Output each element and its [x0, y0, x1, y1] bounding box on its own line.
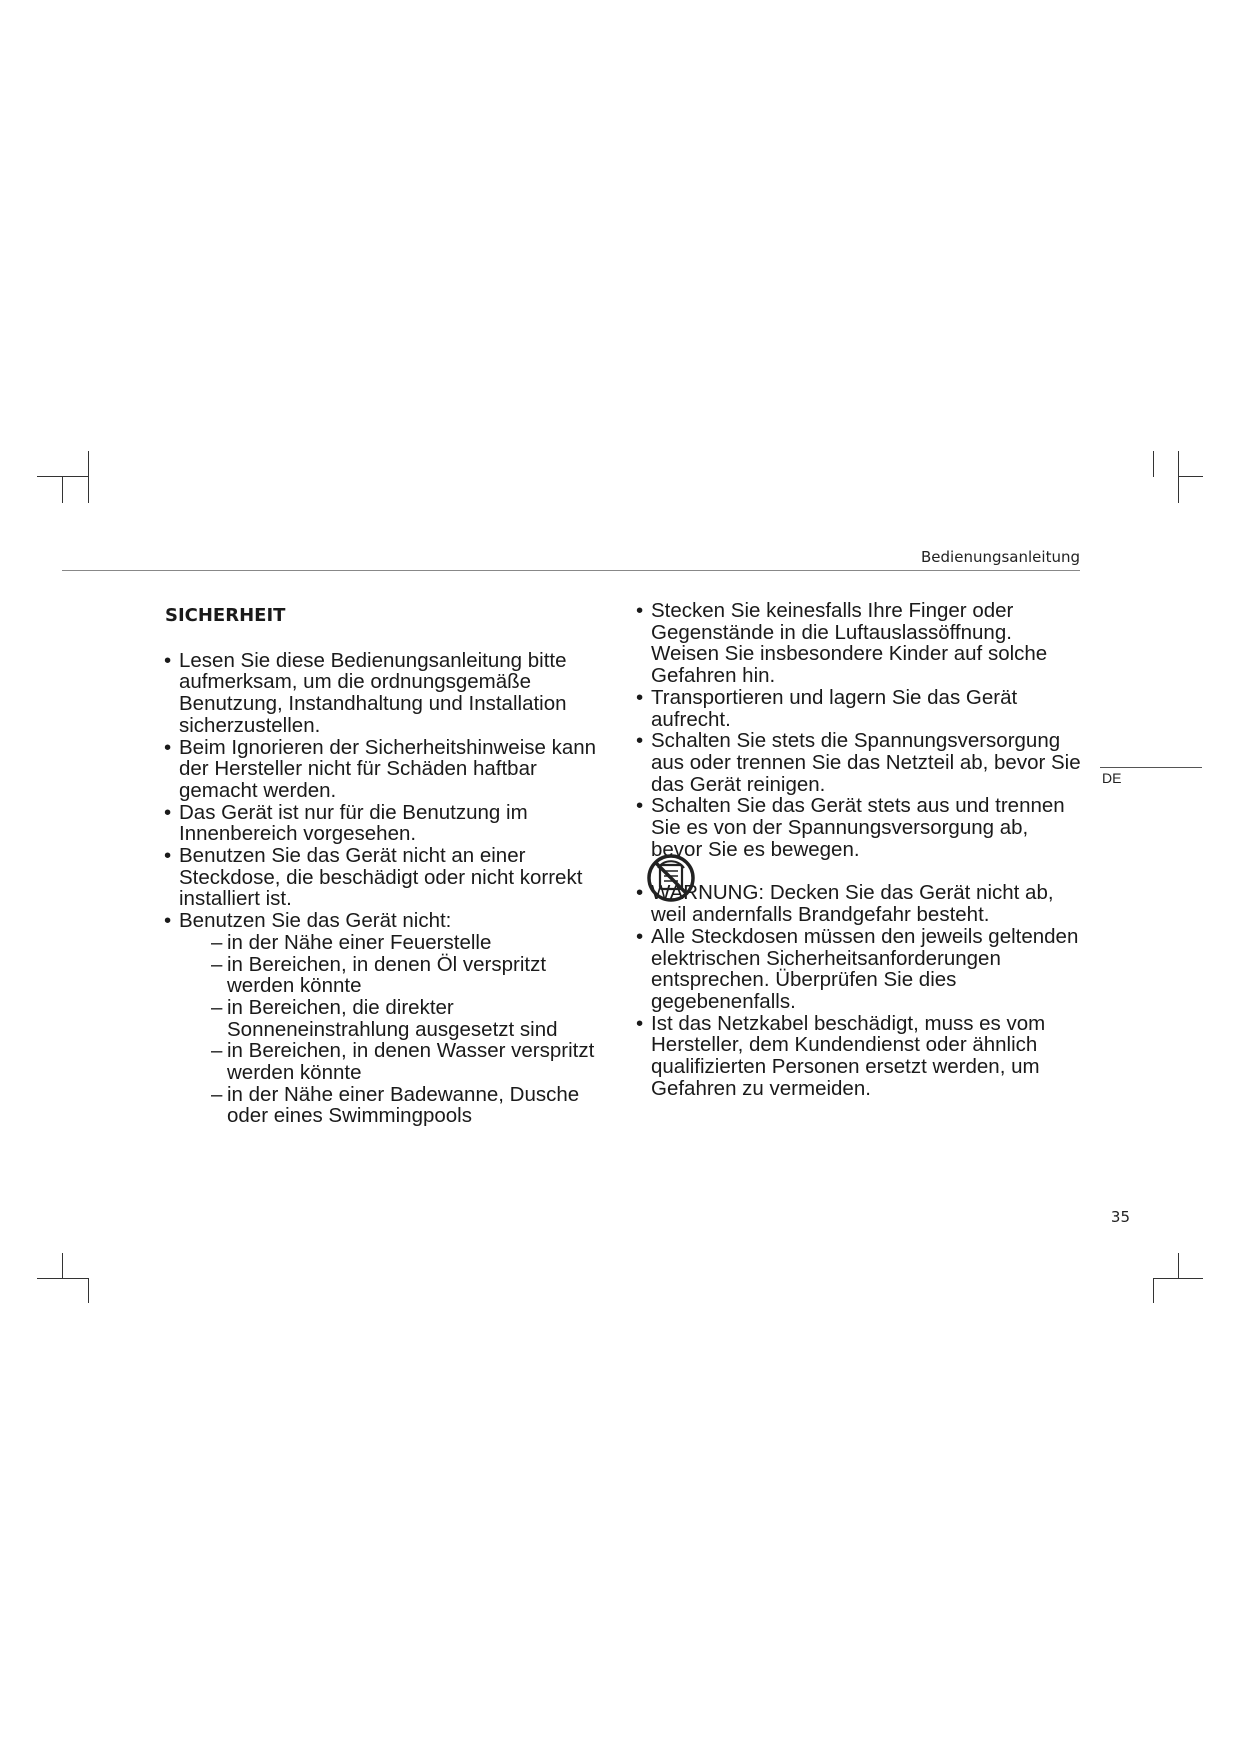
list-item: • Beim Ignorieren der Sicherheitshinweise kann der Hersteller nicht für Schäden haftbar gemacht werden.: [162, 737, 612, 802]
header-divider: [62, 570, 1080, 571]
side-divider: [1100, 767, 1202, 768]
list-item: • Stecken Sie keinesfalls Ihre Finger oder Gegenstände in die Luftauslassöffnung. Weisen Sie insbesondere Kinder auf solche Gefahren hin.: [634, 600, 1084, 687]
safety-list-right: [634, 600, 1084, 1099]
sub-list: [179, 932, 612, 1127]
list-item: • Benutzen Sie das Gerät nicht an einer Steckdose, die beschädigt oder nicht korrekt installiert ist.: [162, 845, 612, 910]
crop-mark: [88, 451, 89, 503]
list-item: • Schalten Sie stets die Spannungsversorgung aus oder trennen Sie das Netzteil ab, bevor Sie das Gerät reinigen.: [634, 730, 1084, 795]
sub-list-item: – in Bereichen, in denen Wasser verspritzt werden könnte: [191, 1040, 612, 1083]
list-item: [162, 910, 612, 1127]
list-item: • Transportieren und lagern Sie das Gerät aufrecht.: [634, 687, 1084, 730]
left-column: [162, 602, 612, 1127]
crop-mark: [62, 1253, 63, 1279]
crop-mark: [1178, 476, 1203, 477]
section-heading: SICHERHEIT: [165, 605, 286, 626]
warning-text: WARNUNG: Decken Sie das Gerät nicht ab, weil andernfalls Brandgefahr besteht.: [651, 881, 1054, 927]
header-title: Bedienungsanleitung: [921, 548, 1080, 566]
list-item: • Das Gerät ist nur für die Benutzung im Innenbereich vorgesehen.: [162, 802, 612, 845]
crop-mark: [1178, 451, 1179, 503]
do-not-cover-icon: [645, 852, 697, 904]
crop-mark: [88, 1278, 89, 1303]
language-label: DE: [1102, 770, 1122, 786]
list-item: • Schalten Sie das Gerät stets aus und trennen Sie es von der Spannungsversorgung ab, bevor Sie es bewegen.: [634, 795, 1084, 860]
list-item: • Alle Steckdosen müssen den jeweils geltenden elektrischen Sicherheitsanforderungen entsprechen. Überprüfen Sie dies gegebenenfalls.: [634, 926, 1084, 1013]
crop-mark: [62, 476, 63, 503]
sub-list-item: – in Bereichen, in denen Öl verspritzt werden könnte: [191, 954, 612, 997]
list-item: • Lesen Sie diese Bedienungsanleitung bitte aufmerksam, um die ordnungsgemäße Benutzung, Instandhaltung und Installation sicherzustellen.: [162, 650, 612, 737]
warning-item: [634, 882, 1084, 925]
sub-list-item: – in Bereichen, die direkter Sonneneinstrahlung ausgesetzt sind: [191, 997, 612, 1040]
page-number: 35: [1110, 1208, 1130, 1226]
sub-list-item: – in der Nähe einer Feuerstelle: [191, 932, 612, 954]
right-column: [634, 600, 1084, 1099]
sub-list-item: – in der Nähe einer Badewanne, Dusche oder eines Swimmingpools: [191, 1084, 612, 1127]
safety-list-left: [162, 650, 612, 1127]
crop-mark: [1153, 1278, 1154, 1303]
list-item-text: Benutzen Sie das Gerät nicht:: [179, 909, 452, 933]
list-item: • Ist das Netzkabel beschädigt, muss es vom Hersteller, dem Kundendienst oder ähnlich qualifizierten Personen ersetzt werden, um Gefahren zu vermeiden.: [634, 1013, 1084, 1100]
crop-mark: [1153, 451, 1154, 477]
crop-mark: [1178, 1253, 1179, 1279]
